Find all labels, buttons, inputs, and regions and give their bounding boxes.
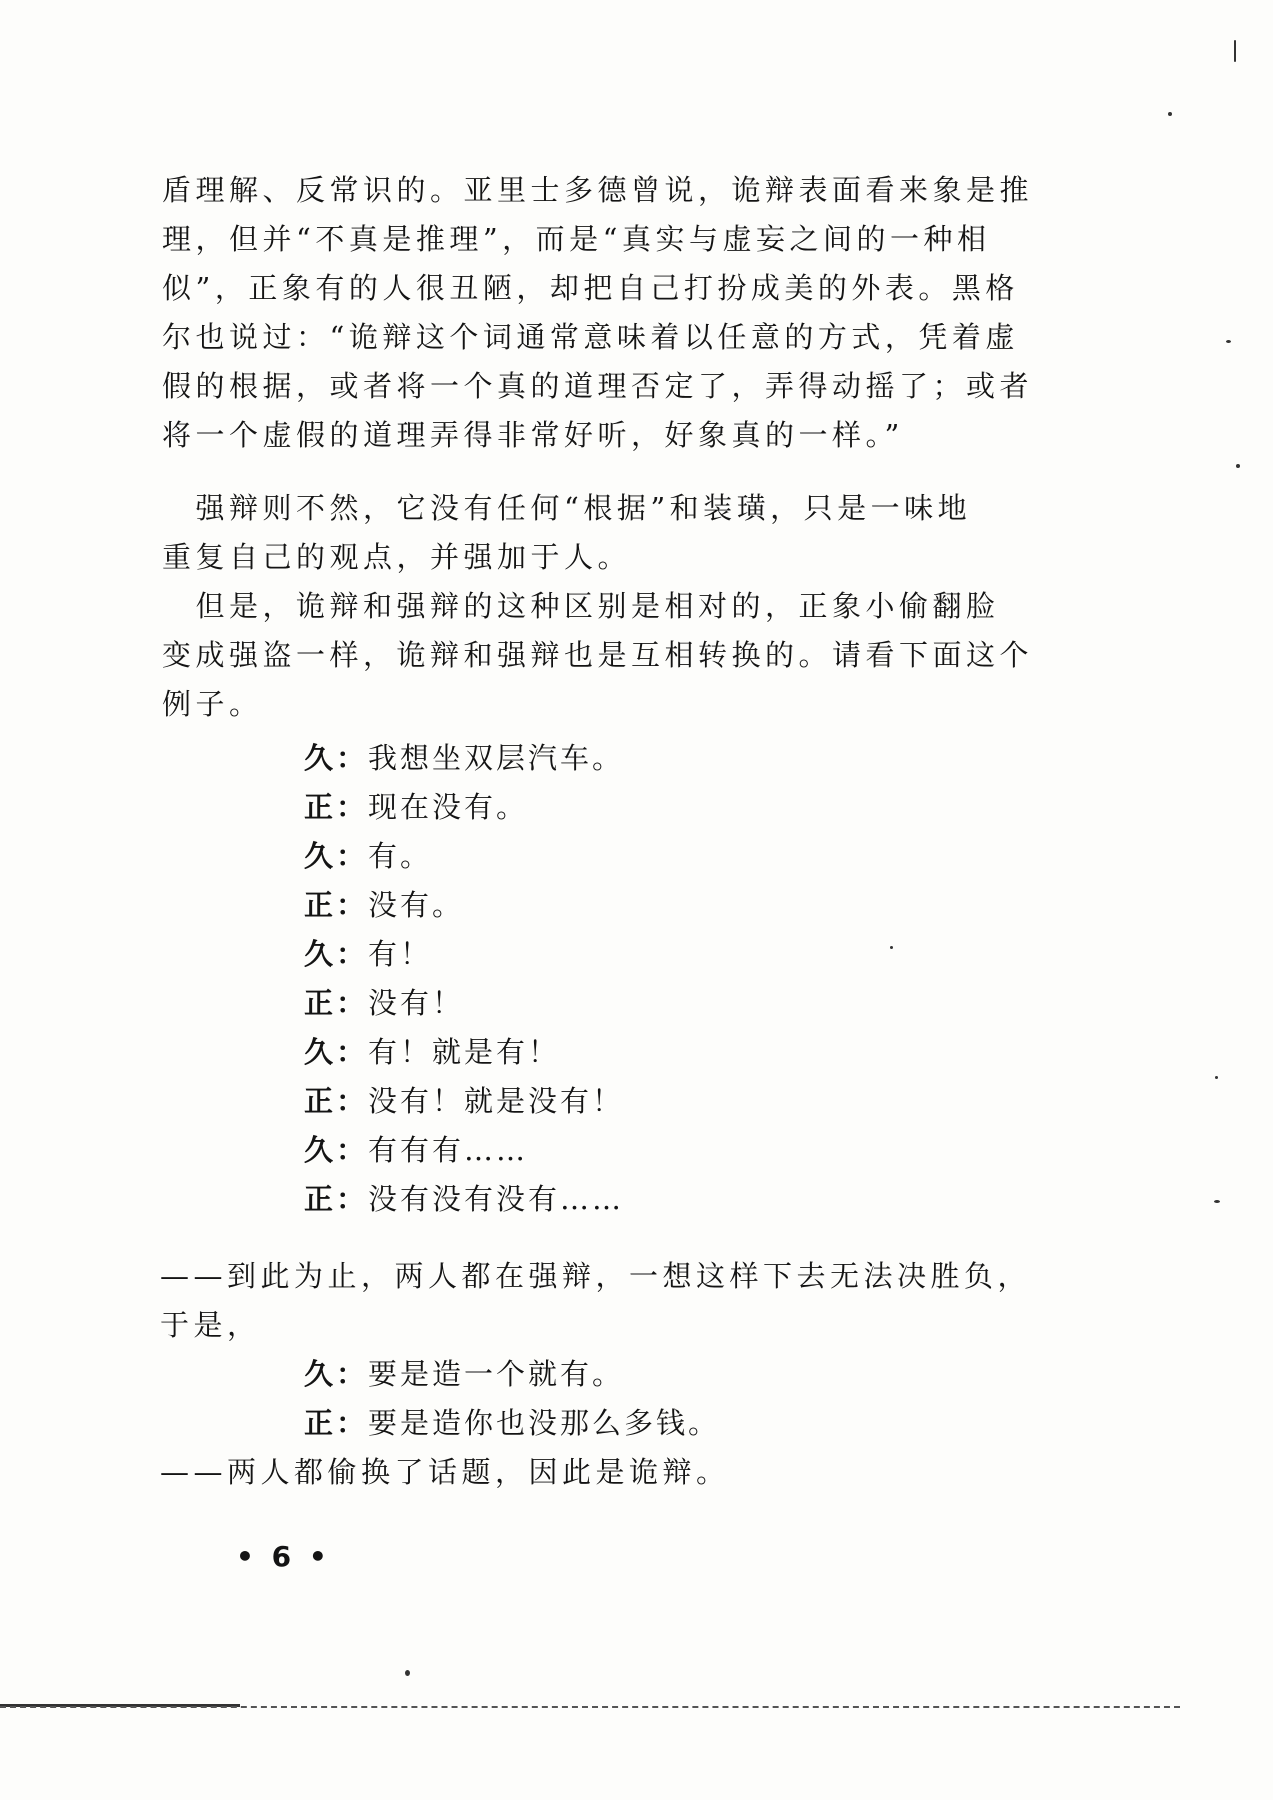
paragraph-3 <box>162 582 1102 729</box>
scan-speck <box>1236 464 1240 468</box>
scan-speck <box>890 946 893 949</box>
text-line: 于是， <box>160 1308 261 1342</box>
speaker-label: 久： <box>304 1133 369 1167</box>
dialogue-line <box>304 1028 624 1077</box>
speaker-label: 正： <box>304 1406 369 1440</box>
dialogue-text: 没有！ <box>368 986 465 1020</box>
speaker-label: 正： <box>304 888 369 922</box>
speaker-label: 久： <box>304 1035 369 1069</box>
text-line: 但是，诡辩和强辩的这种区别是相对的，正象小偷翻脸 <box>162 589 1000 623</box>
speaker-label: 久： <box>304 839 369 873</box>
text-line: 强辩则不然，它没有任何“根据”和装璜，只是一味地 <box>162 491 972 525</box>
text-line: 例子。 <box>162 687 263 721</box>
scan-speck <box>1214 1200 1220 1203</box>
dialogue-text: 没有。 <box>368 888 465 922</box>
speaker-label: 久： <box>304 741 369 775</box>
dialogue-block-2 <box>304 1350 720 1448</box>
speaker-label: 正： <box>304 986 369 1020</box>
dialogue-text: 要是造你也没那么多钱。 <box>368 1406 721 1440</box>
speaker-label: 久： <box>304 1357 369 1391</box>
text-line: ——到此为止，两人都在强辩，一想这样下去无法决胜负， <box>160 1259 1032 1293</box>
text-line: 尔也说过：“诡辩这个词通常意味着以任意的方式，凭着虚 <box>162 320 1019 354</box>
speaker-label: 久： <box>304 937 369 971</box>
dialogue-line <box>304 1077 624 1126</box>
text-line: 似”，正象有的人很丑陋，却把自己打扮成美的外表。黑格 <box>162 271 1019 305</box>
dialogue-text: 有！ <box>368 937 433 971</box>
scan-speck <box>1234 40 1236 62</box>
speaker-label: 正： <box>304 790 369 824</box>
dialogue-text: 没有！就是没有！ <box>368 1084 625 1118</box>
text-line: 重复自己的观点，并强加于人。 <box>162 540 632 574</box>
speaker-label: 正： <box>304 1182 369 1216</box>
paragraph-1 <box>162 166 1102 460</box>
page-number: • 6 • <box>236 1540 331 1573</box>
dialogue-line <box>304 1175 624 1224</box>
dialogue-line <box>304 930 624 979</box>
dialogue-line <box>304 783 624 832</box>
text-line: 假的根据，或者将一个真的道理否定了，弄得动摇了；或者 <box>162 369 1034 403</box>
dialogue-line <box>304 881 624 930</box>
dialogue-text: 有。 <box>368 839 433 873</box>
dialogue-line <box>304 1350 720 1399</box>
dialogue-text: 我想坐双层汽车。 <box>368 741 625 775</box>
dialogue-line <box>304 734 624 783</box>
dialogue-text: 有有有…… <box>368 1133 529 1167</box>
dialogue-line <box>304 1126 624 1175</box>
dialogue-line <box>304 832 624 881</box>
scan-speck <box>405 1670 410 1676</box>
text-line: 变成强盗一样，诡辩和强辩也是互相转换的。请看下面这个 <box>162 638 1034 672</box>
dialogue-text: 有！就是有！ <box>368 1035 561 1069</box>
paragraph-2 <box>162 484 1102 582</box>
dialogue-block-1 <box>304 734 624 1224</box>
text-line: 盾理解、反常识的。亚里士多德曾说，诡辩表面看来象是推 <box>162 173 1034 207</box>
dialogue-line <box>304 979 624 1028</box>
note-1 <box>160 1252 1100 1350</box>
scan-edge-dashes <box>0 1706 1180 1708</box>
scan-speck <box>1215 1076 1218 1079</box>
text-line: ——两人都偷换了话题，因此是诡辩。 <box>160 1455 730 1489</box>
text-line: 理，但并“不真是推理”，而是“真实与虚妄之间的一种相 <box>162 222 991 256</box>
dialogue-text: 没有没有没有…… <box>368 1182 625 1216</box>
text-line: 将一个虚假的道理弄得非常好听，好象真的一样。” <box>162 418 904 452</box>
speaker-label: 正： <box>304 1084 369 1118</box>
dialogue-text: 要是造一个就有。 <box>368 1357 625 1391</box>
dialogue-line <box>304 1399 720 1448</box>
scan-speck <box>1226 340 1231 343</box>
dialogue-text: 现在没有。 <box>368 790 529 824</box>
note-2 <box>160 1448 1100 1497</box>
scan-speck <box>1168 112 1172 116</box>
